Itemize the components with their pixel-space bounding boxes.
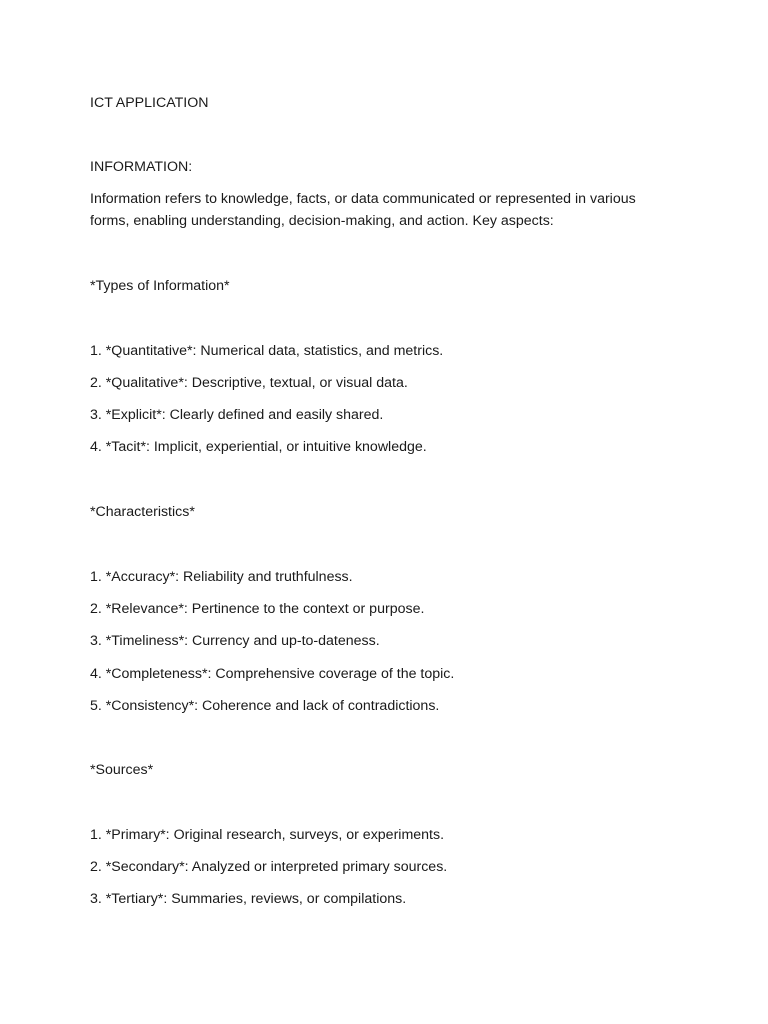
list-item-sources-1: 1. *Primary*: Original research, surveys, or experiments. [90,827,445,843]
list-item-characteristics-4: 4. *Completeness*: Comprehensive coverage of the topic. [90,666,455,682]
list-item-types-4: 4. *Tacit*: Implicit, experiential, or intuitive knowledge. [90,439,427,455]
list-item-sources-3: 3. *Tertiary*: Summaries, reviews, or compilations. [90,891,407,907]
types-heading: *Types of Information* [90,278,230,294]
list-item-characteristics-5: 5. *Consistency*: Coherence and lack of contradictions. [90,698,440,714]
list-item-types-2: 2. *Qualitative*: Descriptive, textual, or visual data. [90,375,408,391]
list-item-types-1: 1. *Quantitative*: Numerical data, statistics, and metrics. [90,343,444,359]
list-item-characteristics-2: 2. *Relevance*: Pertinence to the context or purpose. [90,601,425,617]
sources-heading: *Sources* [90,762,154,778]
list-item-characteristics-3: 3. *Timeliness*: Currency and up-to-dateness. [90,633,380,649]
list-item-types-3: 3. *Explicit*: Clearly defined and easily shared. [90,407,384,423]
document-title: ICT APPLICATION [90,95,209,111]
list-item-characteristics-1: 1. *Accuracy*: Reliability and truthfulness. [90,569,353,585]
intro-paragraph-line-2: forms, enabling understanding, decision-making, and action. Key aspects: [90,213,554,229]
section-heading: INFORMATION: [90,159,193,175]
list-item-sources-2: 2. *Secondary*: Analyzed or interpreted primary sources. [90,859,448,875]
intro-paragraph-line-1: Information refers to knowledge, facts, or data communicated or represented in various [90,191,636,207]
characteristics-heading: *Characteristics* [90,504,195,520]
